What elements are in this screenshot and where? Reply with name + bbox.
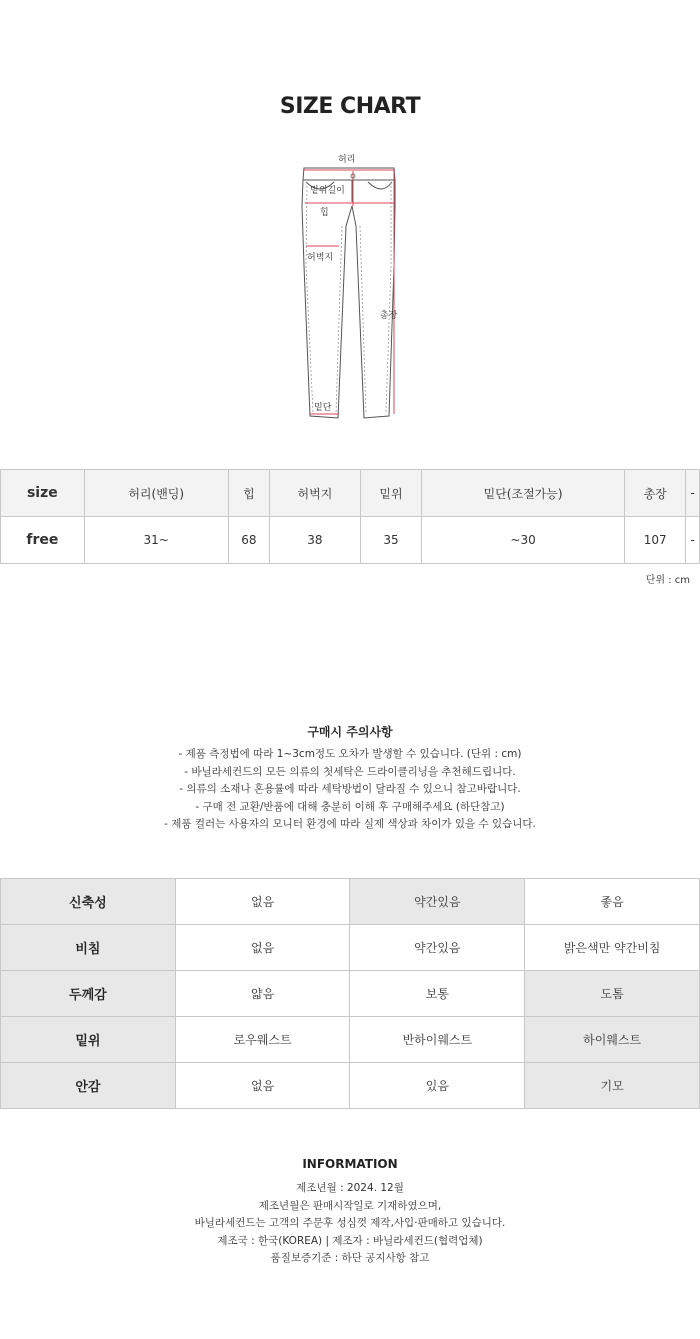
size-cell: 35 [360,517,421,564]
information-line: 바닐라세컨드는 고객의 주문후 성심껏 제작,사입·판매하고 있습니다. [194,1217,506,1229]
size-table-header-row [1,470,700,517]
notice-item: - 바닐라세컨드의 모든 의류의 첫세탁은 드라이클리닝을 추천해드립니다. [184,765,516,778]
property-row-rise [1,1017,700,1063]
size-header-cell: 힙 [228,470,269,517]
property-option: 약간있음 [350,925,525,971]
size-header-cell: - [686,470,700,517]
property-option: 없음 [175,879,350,925]
size-header-cell: 밑위 [360,470,421,517]
property-option: 밝은색만 약간비침 [525,925,700,971]
property-option: 보통 [350,971,525,1017]
property-label: 안감 [1,1063,176,1109]
information-line: 제조년월 : 2024. 12월 [296,1182,404,1194]
property-row-stretch [1,879,700,925]
property-option: 기모 [525,1063,700,1109]
information-list [0,1180,700,1268]
property-option: 있음 [350,1063,525,1109]
property-row-sheer [1,925,700,971]
label-hem: 밑단 [314,403,332,413]
property-option: 도톰 [525,971,700,1017]
label-thigh: 허벅지 [307,253,334,263]
property-row-lining [1,1063,700,1109]
property-option: 없음 [175,925,350,971]
property-table [0,878,700,1109]
size-cell: free [1,517,85,564]
label-rise: 밑위길이 [310,186,345,196]
property-label: 신축성 [1,879,176,925]
label-length: 총장 [380,311,398,321]
information-line: 제조년월은 판매시작일로 기재하였으며, [258,1199,442,1212]
property-option: 약간있음 [350,879,525,925]
label-hip: 힙 [320,208,329,218]
right-pocket [368,182,392,189]
size-table-row [1,517,700,564]
size-header-cell: 밑단(조절가능) [422,470,625,517]
size-cell: ~30 [422,517,625,564]
information-line: 품질보증기준 : 하단 공지사항 참고 [270,1252,430,1264]
left-seam [306,182,313,412]
notice-list [0,746,700,834]
property-option: 좋음 [525,879,700,925]
property-label: 두께감 [1,971,176,1017]
size-cell: 107 [625,517,686,564]
unit-note: 단위 : cm [645,575,690,586]
size-header-cell: 허리(밴딩) [84,470,228,517]
property-option: 반하이웨스트 [350,1017,525,1063]
notice-item: - 구매 전 교환/반품에 대해 충분히 이해 후 구매해주세요 (하단참고) [195,800,505,813]
size-table [0,469,700,564]
label-waist: 허리 [338,155,356,165]
size-header-cell: 총장 [625,470,686,517]
pants-diagram [290,146,430,428]
page-title: SIZE CHART [279,94,421,119]
property-option: 로우웨스트 [175,1017,350,1063]
property-option: 하이웨스트 [525,1017,700,1063]
notice-item: - 제품 컬러는 사용자의 모니터 환경에 따라 실제 색상과 차이가 있을 수 있습니다. [164,818,536,830]
notice-item: - 제품 측정법에 따라 1~3cm정도 오차가 발생할 수 있습니다. (단위 : cm) [178,748,522,760]
property-label: 비침 [1,925,176,971]
size-header-cell: size [1,470,85,517]
size-cell: 31~ [84,517,228,564]
property-label: 밑위 [1,1017,176,1063]
notice-item: - 의류의 소재나 혼용률에 따라 세탁방법이 달라질 수 있으니 참고바랍니다. [179,783,521,795]
pants-illustration [290,146,430,428]
property-option: 얇음 [175,971,350,1017]
notice-title: 구매시 주의사항 [307,725,393,739]
size-cell: 68 [228,517,269,564]
property-row-thickness [1,971,700,1017]
size-header-cell: 허벅지 [270,470,361,517]
pants-outline [302,180,395,418]
property-option: 없음 [175,1063,350,1109]
size-cell: - [686,517,700,564]
information-line: 제조국 : 한국(KOREA) | 제조자 : 바닐라세컨드(협력업체) [217,1234,483,1247]
information-title: INFORMATION [302,1157,398,1171]
size-cell: 38 [270,517,361,564]
